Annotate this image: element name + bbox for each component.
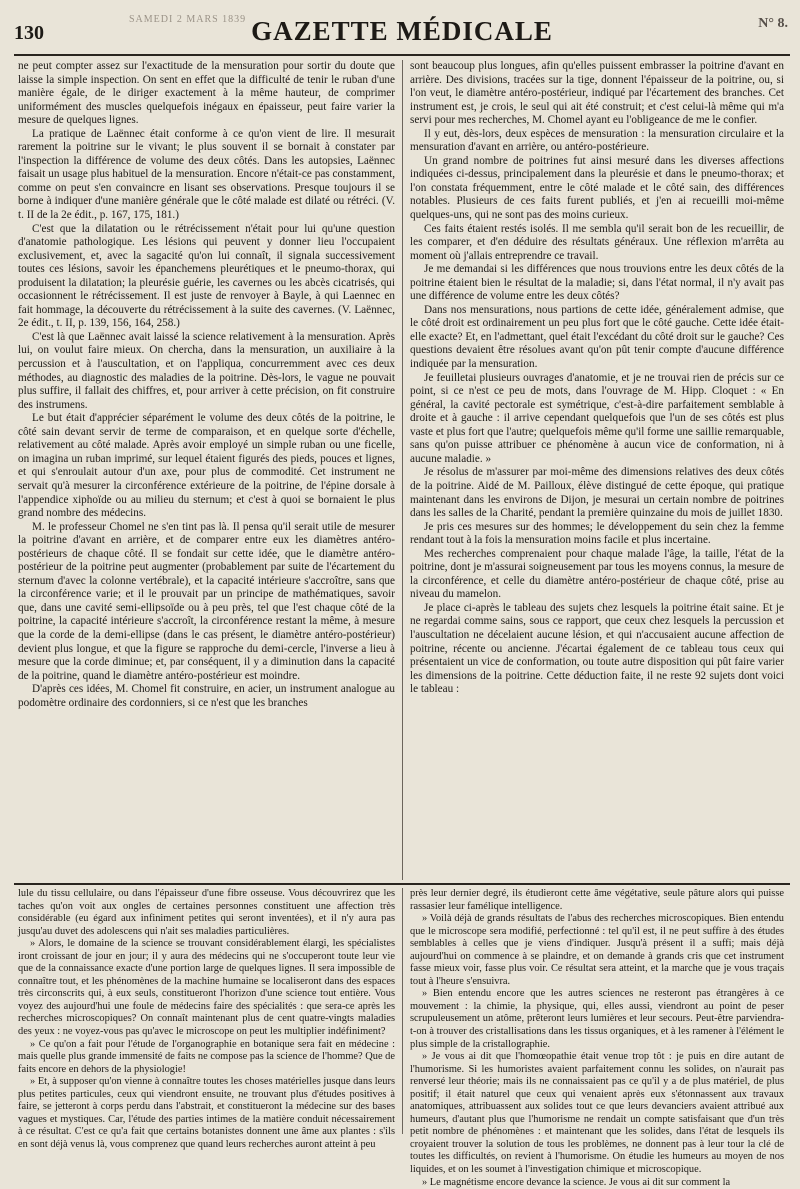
column-divider (402, 60, 403, 880)
section-divider (14, 883, 790, 885)
paragraph: Mes recherches comprenaient pour chaque malade l'âge, la taille, l'état de la poitrine, dont je m'assurai soigneusement par tous les moyens connus, la mesure de la circonférence, et celle du diamètre antéro-postérieur de chaque côté, prise au niveau du mamelon. (410, 547, 784, 601)
upper-right-column (410, 60, 784, 697)
column-divider (402, 888, 403, 1134)
paragraph: M. le professeur Chomel ne s'en tint pas là. Il pensa qu'il serait utile de mesurer la poitrine d'avant en arrière, et de comparer entre eux les diamètres antéro-postérieurs de chaque côté. Il se fondait sur cette idée, que le diamètre antéro-postérieur de la poitrine peut augmenter (probablement par suite de l'écartement du sternum d'avec la colonne vertébrale), et la capacité intérieure s'accroître, sans que la circonférence varie; et il le prouvait par un principe de mathématiques, savoir que, dans une cavité semi-ellipsoïde ou à peu près, tel que l'est chaque côté de la poitrine, la capacité intérieure s'accroît, la circonférence restant la même, à mesure que la corde de la demi-ellipse (dans le cas présent, le diamètre antéro-postérieur) devient plus longue, et que la figure se rapproche du demi-cercle, l'inverse a lieu à mesure que la corde diminue; et, par conséquent, il y a diminution dans la capacité de la poitrine, quand le diamètre antéro-postérieur est moindre. (18, 520, 395, 682)
lower-right-column (410, 888, 784, 1189)
paragraph: C'est que la dilatation ou le rétrécissement n'était pour lui qu'une question d'anatomie pathologique. Les lésions qui peuvent y donner lieu l'occupaient exclusivement, et, avec la sagacité qu'on lui connaît, il signala successivement toutes ces lésions, savoir les épanchemens pleurétiques et le pneumo-thorax, qui produisent la dilatation; la pleurésie guérie, les cavernes ou les abcès cicatrisés, qui occasionnent le rétrécissement. Il est juste de renvoyer à Bayle, à qui Laennec en fait hommage, la découverte du rétrécissement à la suite des cavernes. (V. Laënnec, 2e édit., t. II, p. 139, 156, 164, 258.) (18, 222, 395, 330)
paragraph: D'après ces idées, M. Chomel fit construire, en acier, un instrument analogue au podomètre ordinaire des cordonniers, si ce n'est que les branches (18, 683, 395, 709)
paragraph: » Voilà déjà de grands résultats de l'abus des recherches microscopiques. Bien entendu que le microscope sera modifié, perfectionné : tel qu'il est, il ne peut suffire à des études semblables à celles que je viens d'indiquer. Jusqu'à présent il a suffi; mais déjà aujourd'hui on commence à se plaindre, et on demande à grands cris que cet instrument fasse mieux voir, fasse plus voir. Ce résultat sera atteint, et la marche que je vous traçais tout à l'heure s'ensuivra. (410, 913, 784, 987)
masthead-title: GAZETTE MÉDICALE (251, 16, 553, 46)
paragraph: Le but était d'apprécier séparément le volume des deux côtés de la poitrine, le côté sain devant servir de terme de comparaison, et en quelque sorte d'échelle, relativement au côté malade. Après avoir employé un simple ruban ou une ficelle, on imagina un ruban imprimé, sur lequel étaient figurés des pieds, pouces et lignes, et qui s'enroulait autour d'un axe, pour plus de commodité. Cet instrument ne servait qu'à mesurer la circonférence extérieure de la poitrine, de l'épine dorsale à l'appendice xiphoïde ou au milieu du sternum; et c'est à quoi se bornaient le plus grand nombre des médecins. (18, 412, 395, 520)
paragraph: lule du tissu cellulaire, ou dans l'épaisseur d'une fibre osseuse. Vous découvrirez que les taches qu'on voit aux ongles de certaines personnes constituent une affection très considérable (eu égard aux infiniment petites qui seront inventées), et il n'y aura pas jusqu'au duvet des adolescens qui n'ait ses maladies particulières. (18, 888, 395, 937)
paragraph: » Et, à supposer qu'on vienne à connaître toutes les choses matérielles jusque dans leurs plus petites particules, ceux qui viendront ensuite, ne trouvant plus d'études positives à faire, se jetteront à corps perdu dans l'abstrait, et constitueront la médecine sur des bases vagues et mystiques. Car, l'étude des parties intimes de la matière conduit nécessairement à ce résultat. C'est ce qu'a fait que certains botanistes donnent une âme aux plantes : s'ils en sont déjà venus là, vous comprenez que quand leurs recherches auront atteint à peu (18, 1076, 395, 1150)
page-number: 130 (14, 22, 44, 44)
paragraph: Je place ci-après le tableau des sujets chez lesquels la poitrine était saine. Et je ne regardai comme sains, sous ce rapport, que ceux chez lesquels la percussion et l'auscultation ne décelaient aucune lésion, et qui n'accusaient aucune affection de poitrine, récente ou ancienne. J'écartai également de ce tableau tous ceux qui présentaient un vice de conformation, ou toute autre disposition qui pût faire varier les dimensions de la poitrine. Cette déduction faite, il ne reste 92 sujets dont voici le tableau : (410, 601, 784, 696)
issue-number: N° 8. (758, 16, 788, 31)
paragraph: Il y eut, dès-lors, deux espèces de mensuration : la mensuration circulaire et la mensuration d'avant en arrière, ou antéro-postérieure. (410, 127, 784, 154)
lower-left-column (18, 888, 395, 1151)
paragraph: » Le magnétisme encore devance la science. Je vous ai dit sur comment la (422, 1176, 731, 1188)
paragraph: Je résolus de m'assurer par moi-même des dimensions relatives des deux côtés de la poitrine. Aidé de M. Pailloux, élève distingué de cette époque, qui pratique maintenant dans les environs de Dijon, je mesurai un certain nombre de poitrines dans les salles de la Charité, pendant la première quinzaine du mois de juillet 1830. (410, 466, 784, 520)
paragraph: La pratique de Laënnec était conforme à ce qu'on vient de lire. Il mesurait rarement la poitrine sur le vivant; le plus souvent il se bornait à constater par l'inspection la différence de volume des deux côtés. Dans les autopsies, Laënnec faisait un usage plus habituel de la mensuration. Encore n'était-ce pas constamment, comme on peut s'en convaincre en lisant ses observations. Presque toujours il se borne à indiquer d'une manière générale que le côté malade est dilaté ou rétréci. (V. t. II de la 2e édit., p. 167, 175, 181.) (18, 127, 395, 222)
paragraph: sont beaucoup plus longues, afin qu'elles puissent embrasser la poitrine d'avant en arrière. Des divisions, tracées sur la tige, donnent l'épaisseur de la poitrine, ou, si l'on veut, le diamètre antéro-postérieur, indiqué par l'écartement des branches. Cet instrument est, je crois, le seul qui ait été construit; et c'est celui-là même qui m'a servi pour mes recherches, M. Chomel ayant eu l'obligeance de me le confier. (410, 60, 784, 127)
paragraph: C'est là que Laënnec avait laissé la science relativement à la mensuration. Après lui, on voulut faire mieux. On chercha, dans la mensuration, un auxiliaire à la percussion et à l'auscultation, et on l'appliqua, concurremment avec ces deux méthodes, au diagnostic des maladies de la poitrine. Dès-lors, le vague ne pouvait plus suffire, il fallait des chiffres, et, pour arriver à cette précision, on fit construire des instrumens. (18, 330, 395, 411)
paragraph: Dans nos mensurations, nous partions de cette idée, généralement admise, que le côté droit est ordinairement un peu plus fort que le côté gauche. Cette idée était-elle exacte? Et, en l'admettant, quel était l'excédant du côté droit sur le gauche? Ces questions devaient être résolues avant qu'on pût tenir compte d'aucune différence indiquée par la mensuration. (410, 303, 784, 371)
upper-left-column (18, 60, 395, 710)
paragraph: Je feuilletai plusieurs ouvrages d'anatomie, et je ne trouvai rien de précis sur ce point, si ce n'est ce peu de mots, dans l'ouvrage de M. Hipp. Cloquet : « En général, la cavité pectorale est symétrique, c'est-à-dire parfaitement semblable à droite et à gauche : il arrive cependant quelquefois que l'un de ses côtés est plus vaste et plus fort que l'autre; quelquefois même qu'il forme une saillie remarquable, sans qu'on puisse attribuer ce phénomène à aucun vice de conformation, ni à aucune maladie. » (410, 371, 784, 465)
paragraph: Un grand nombre de poitrines fut ainsi mesuré dans les diverses affections indiquées ci-dessus, principalement dans la pleurésie et dans le pneumo-thorax; et l'on constata fréquemment, entre le côté malade et le côté sain, des différences notables. Plusieurs de ces faits furent publiés, et j'en ai recueilli moi-même quelques-uns, qui ne sont pas des moins curieux. (410, 154, 784, 222)
paragraph: Je pris ces mesures sur des hommes; le développement du sein chez la femme rendant tout à la fois la mensuration moins facile et plus incertaine. (410, 520, 784, 547)
page-header (14, 4, 790, 56)
paragraph: ne peut compter assez sur l'exactitude de la mensuration pour sortir du doute que laisse la simple inspection. On sent en effet que la difficulté de tenir le ruban d'une manière égale, de le diriger exactement à la même hauteur, de comprimer uniformément des muscles quelquefois inégaux en épaisseur, peut faire varier la mesure de quelques lignes. (18, 60, 395, 127)
paragraph: Ces faits étaient restés isolés. Il me sembla qu'il serait bon de les recueillir, de les comparer, et d'en déduire des résultats généraux. Une réflexion m'arrêta au moment où j'allais entreprendre ce travail. (410, 222, 784, 262)
paragraph: Je me demandai si les différences que nous trouvions entre les deux côtés de la poitrine étaient bien le résultat de la maladie; si, dans l'état normal, il n'y avait pas une différence de volume entre les deux côtés? (410, 263, 784, 303)
paragraph: » Ce qu'on a fait pour l'étude de l'organographie en botanique sera fait en médecine : mais quelle plus grande immensité de faits ne compose pas la science de l'homme? Que de faits encore en dehors de la physiologie! (18, 1038, 395, 1075)
paragraph: » Alors, le domaine de la science se trouvant considérablement élargi, les spécialistes iront croissant de jour en jour; il y aura des médecins qui ne s'occuperont toute leur vie que de la connaissance exacte d'une portion large de quelques lignes. Il sera impossible de connaître tout, et les phénomènes de la machine humaine se localiseront dans des espaces très circonscrits qui, à eux seuls, constitueront l'horizon d'une science tout entière. Vous voyez des aujourd'hui une foule de médecins faire des spécialités : que sera-ce après les recherches microscopiques? On connaît maintenant plus de cent quatre-vingts maladies des yeux : ne voyez-vous pas qu'avec le microscope on peut les multiplier indéfiniment? (18, 938, 395, 1038)
paragraph: » Bien entendu encore que les autres sciences ne resteront pas étrangères à ce mouvement : la chimie, la physique, qui, elles aussi, viendront au point de peser scrupuleusement un atôme, prêteront leurs lumières et leur secours. Peut-être parviendra-t-on à trouver des cristallisations dans les tissus organiques, et à les ramener à l'élément le plus simple de la cristallographie. (410, 988, 784, 1050)
paragraph: près leur dernier degré, ils étudieront cette âme végétative, seule pâture alors qui puisse rassasier leur famélique intelligence. (410, 888, 784, 912)
header-date: SAMEDI 2 MARS 1839 (129, 14, 247, 25)
paragraph: » Je vous ai dit que l'homœopathie était venue trop tôt : je puis en dire autant de l'humorisme. Si les humoristes avaient parfaitement connu les solides, on n'aurait pas renversé leur théorie; mais ils ne connaissaient pas ce qu'il y a de plus matériel, de plus positif; il était naturel que ceux qui venaient après eux s'étonnassent aux travaux anatomiques, attribuassent aux solides tout ce que leurs devanciers avaient attribué aux humeurs, d'autant plus que l'humorisme ne rendait un compte satisfaisant que d'un très petit nombre de phénomènes : et maintenant que les solides, dans l'état de lesquels ils croyaient trouver la solution de tous les problèmes, ne donnent pas à leur tour la clé de toutes les difficultés, on revient à l'humorisme. On étudie les humeurs au moyen de nos liquides, et on les soumet à l'investigation chimique et microscopique. (410, 1051, 784, 1176)
